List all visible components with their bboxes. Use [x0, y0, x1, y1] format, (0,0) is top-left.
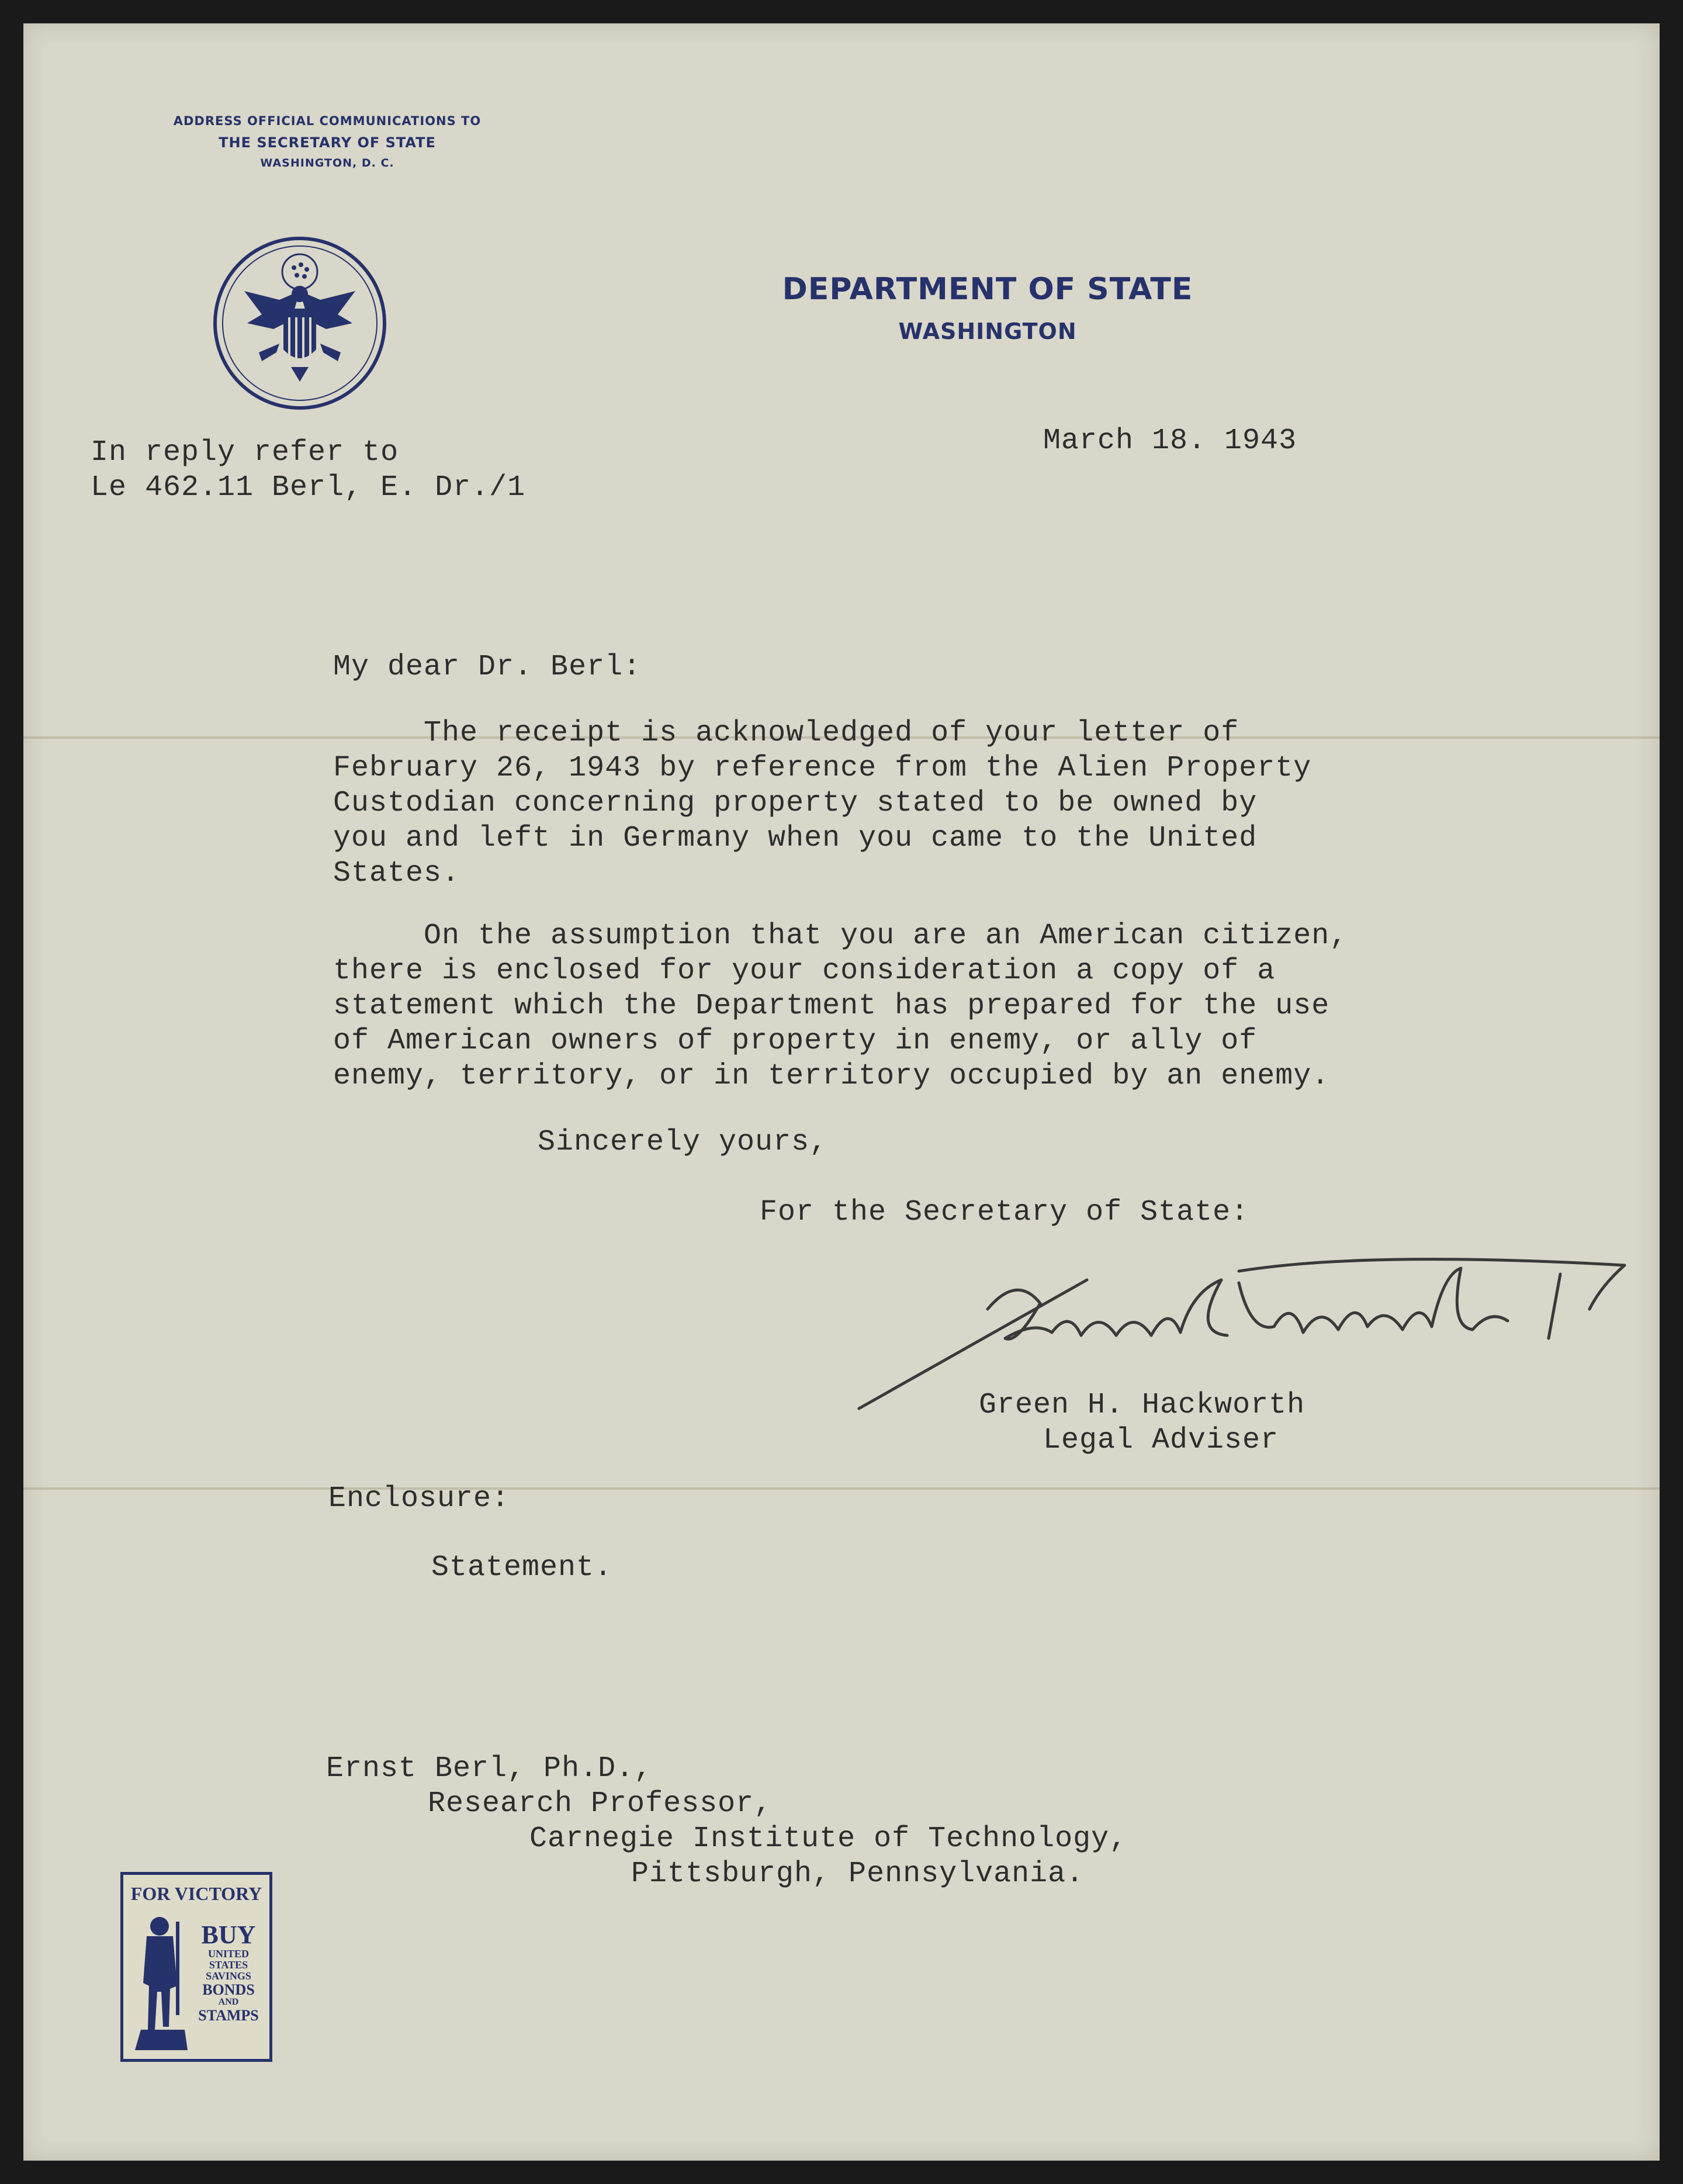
stamp-line: BONDS [202, 1981, 255, 1998]
signer-title: Legal Adviser [1043, 1424, 1279, 1457]
stamp-line: STATES [209, 1959, 248, 1971]
reference-line-1: In reply refer to [91, 436, 399, 469]
stamp-line: SAVINGS [206, 1970, 251, 1982]
stamp-line: UNITED [207, 1948, 249, 1960]
department-city: WASHINGTON [898, 319, 1077, 344]
minuteman-icon [129, 1910, 193, 2056]
enclosure-label: Enclosure: [328, 1482, 510, 1515]
paragraph-2-line: statement which the Department has prepared for the use [333, 989, 1330, 1023]
stamp-buy: BUY [201, 1920, 256, 1949]
for-secretary-line: For the Secretary of State: [760, 1196, 1249, 1229]
recipient-line-4: Pittsburgh, Pennsylvania. [631, 1857, 1085, 1891]
enclosure-item: Statement. [431, 1551, 613, 1584]
paragraph-1-line: you and left in Germany when you came to the United [333, 822, 1258, 855]
paragraph-1-line: Custodian concerning property stated to be owned by [333, 787, 1258, 820]
letterhead-address-line-1: ADDRESS OFFICIAL COMMUNICATIONS TO [173, 114, 482, 128]
paragraph-2-line: On the assumption that you are an American citizen, [333, 919, 1348, 953]
recipient-line-1: Ernst Berl, Ph.D., [326, 1752, 653, 1785]
paragraph-2-line: enemy, territory, or in territory occupied by an enemy. [333, 1060, 1330, 1093]
fold-crease [23, 1487, 1660, 1490]
letterhead-address-line-3: WASHINGTON, D. C. [260, 157, 394, 169]
signer-name: Green H. Hackworth [979, 1389, 1305, 1422]
great-seal-icon [212, 236, 387, 411]
stamp-text-block [188, 1922, 269, 2023]
reference-line-2: Le 462.11 Berl, E. Dr./1 [91, 471, 526, 504]
paragraph-1-line: States. [333, 857, 460, 890]
war-bonds-stamp [120, 1872, 272, 2062]
paragraph-2-line: there is enclosed for your consideration a copy of a [333, 954, 1276, 988]
paragraph-1-line: February 26, 1943 by reference from the Alien Property [333, 752, 1312, 785]
paragraph-2-line: of American owners of property in enemy, or ally of [333, 1024, 1258, 1058]
letter-sheet [23, 23, 1660, 2161]
letterhead-address-line-2: THE SECRETARY OF STATE [219, 134, 436, 151]
salutation: My dear Dr. Berl: [333, 650, 642, 684]
stamp-for-victory: FOR VICTORY [130, 1883, 262, 1904]
recipient-line-2: Research Professor, [428, 1787, 773, 1820]
closing: Sincerely yours, [538, 1126, 828, 1159]
recipient-line-3: Carnegie Institute of Technology, [529, 1822, 1128, 1856]
department-title: DEPARTMENT OF STATE [782, 272, 1193, 307]
letter-date: March 18. 1943 [1043, 424, 1297, 458]
stamp-line: STAMPS [198, 2006, 259, 2024]
stamp-line: AND [218, 1997, 239, 2008]
paragraph-1-line: The receipt is acknowledged of your letter of [333, 717, 1239, 750]
